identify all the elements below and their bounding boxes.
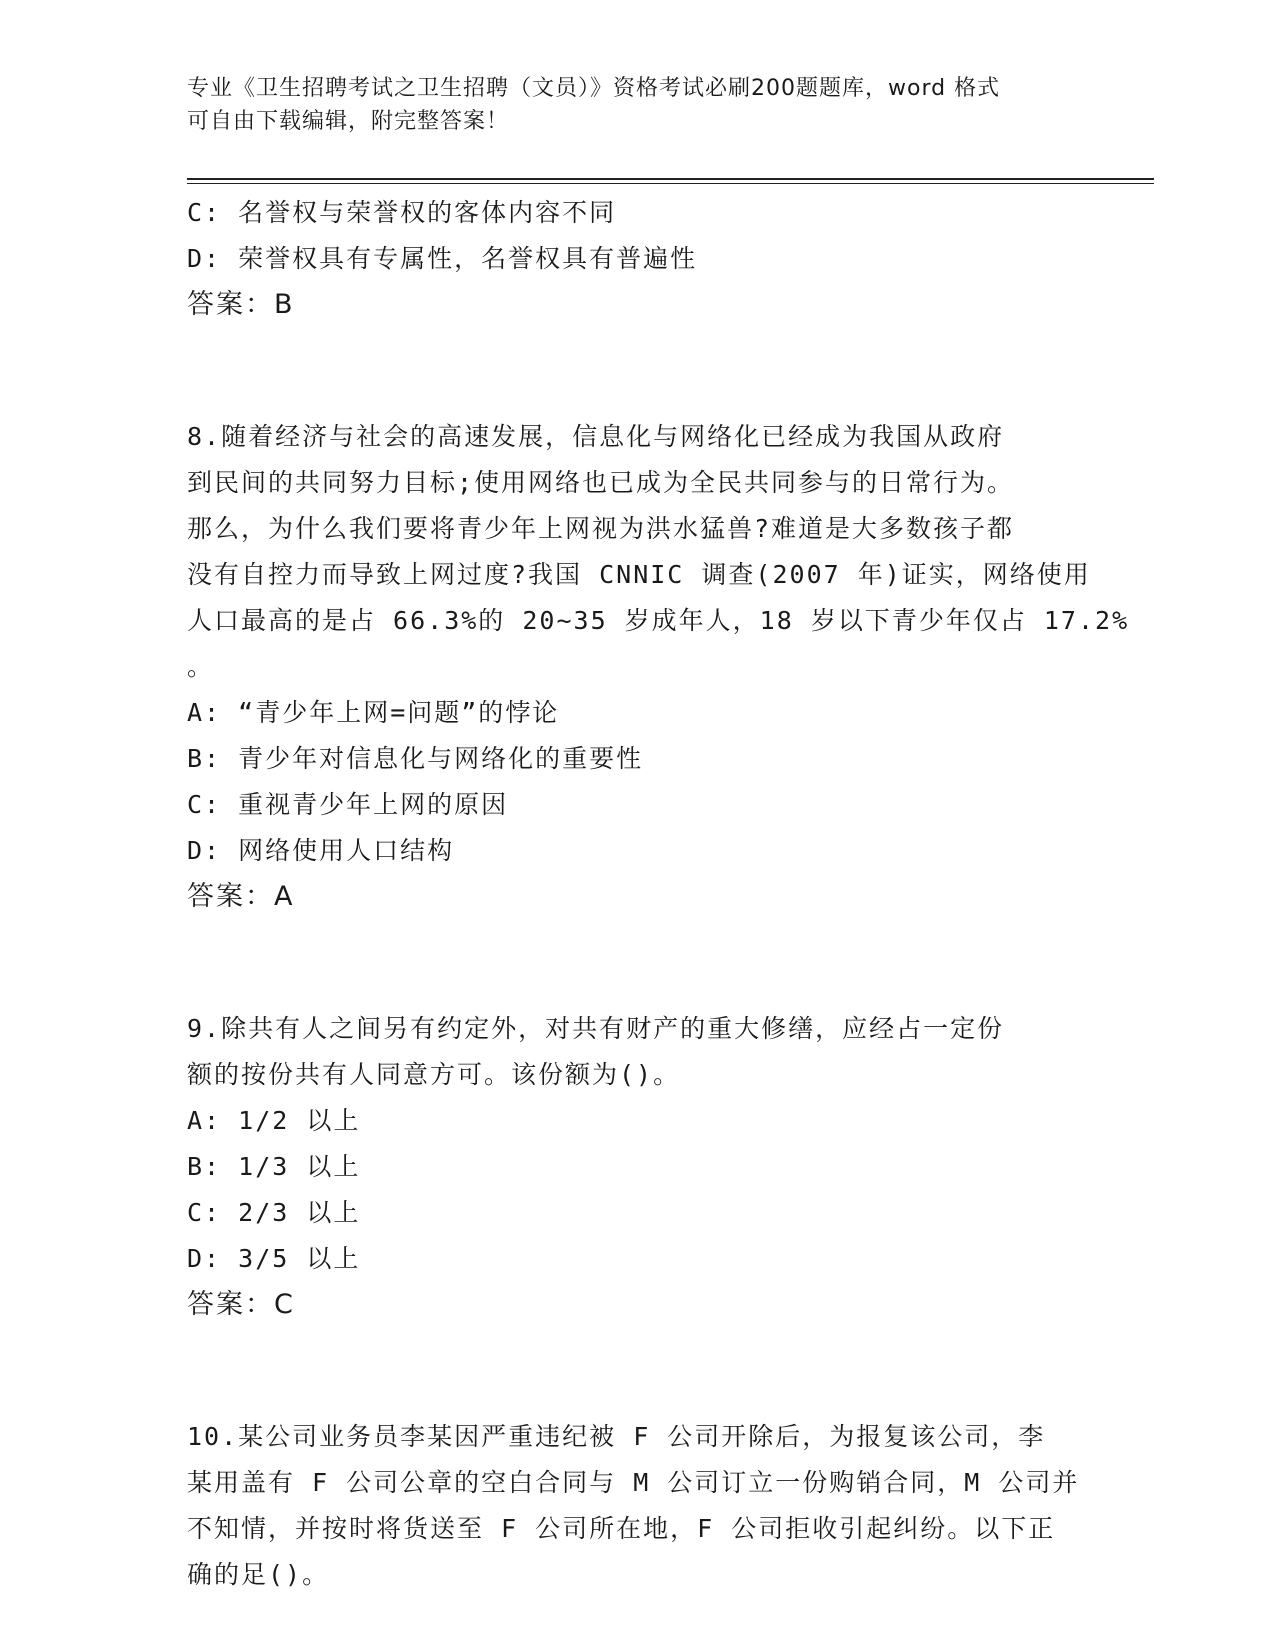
q9-stem-line-2: 额的按份共有人同意方可。该份额为()。 — [187, 1060, 681, 1089]
document-header — [187, 72, 1087, 138]
q8-option-d: D: 网络使用人口结构 — [187, 836, 455, 865]
q9-option-c: C: 2/3 以上 — [187, 1198, 361, 1227]
q10-stem-line-3: 不知情，并按时将货送至 F 公司所在地，F 公司拒收引起纠纷。以下正 — [187, 1514, 1056, 1543]
header-line-2: 可自由下载编辑，附完整答案！ — [187, 109, 510, 134]
q9-answer: 答案：C — [187, 1289, 295, 1320]
q10-stem-line-4: 确的足()。 — [187, 1560, 330, 1589]
q8-stem-line-2: 到民间的共同努力目标;使用网络也已成为全民共同参与的日常行为。 — [187, 468, 1015, 497]
q8-stem-line-5: 人口最高的是占 66.3%的 20~35 岁成年人，18 岁以下青少年仅占 17.2% — [187, 606, 1130, 635]
q8-stem-line-1: 8.随着经济与社会的高速发展，信息化与网络化已经成为我国从政府 — [187, 422, 1005, 451]
header-line-1: 专业《卫生招聘考试之卫生招聘（文员）》资格考试必刷200题题库，word 格式 — [187, 76, 1001, 101]
q7-answer: 答案：B — [187, 289, 295, 320]
header-rule-thick — [187, 178, 1154, 180]
q10-stem-line-1: 10.某公司业务员李某因严重违纪被 F 公司开除后，为报复该公司，李 — [187, 1422, 1046, 1451]
q8-option-c: C: 重视青少年上网的原因 — [187, 790, 509, 819]
q8-option-a: A: “青少年上网=问题”的悖论 — [187, 698, 560, 727]
q8-stem-line-4: 没有自控力而导致上网过度?我国 CNNIC 调查(2007 年)证实，网络使用 — [187, 560, 1091, 589]
q8-answer: 答案：A — [187, 881, 295, 912]
q7-option-c: C: 名誉权与荣誉权的客体内容不同 — [187, 198, 617, 227]
q8-option-b: B: 青少年对信息化与网络化的重要性 — [187, 744, 644, 773]
q9-stem-line-1: 9.除共有人之间另有约定外，对共有财产的重大修缮，应经占一定份 — [187, 1014, 1005, 1043]
q10-stem-line-2: 某用盖有 F 公司公章的空白合同与 M 公司订立一份购销合同，M 公司并 — [187, 1468, 1080, 1497]
q8-stem-line-3: 那么，为什么我们要将青少年上网视为洪水猛兽?难道是大多数孩子都 — [187, 514, 1015, 543]
q9-option-d: D: 3/5 以上 — [187, 1244, 361, 1273]
q7-option-d: D: 荣誉权具有专属性，名誉权具有普遍性 — [187, 244, 698, 273]
q9-option-b: B: 1/3 以上 — [187, 1152, 361, 1181]
q8-stem-line-6: 。 — [187, 652, 215, 681]
header-rule-thin — [187, 183, 1154, 184]
q9-option-a: A: 1/2 以上 — [187, 1106, 361, 1135]
document-body — [187, 190, 1130, 1598]
